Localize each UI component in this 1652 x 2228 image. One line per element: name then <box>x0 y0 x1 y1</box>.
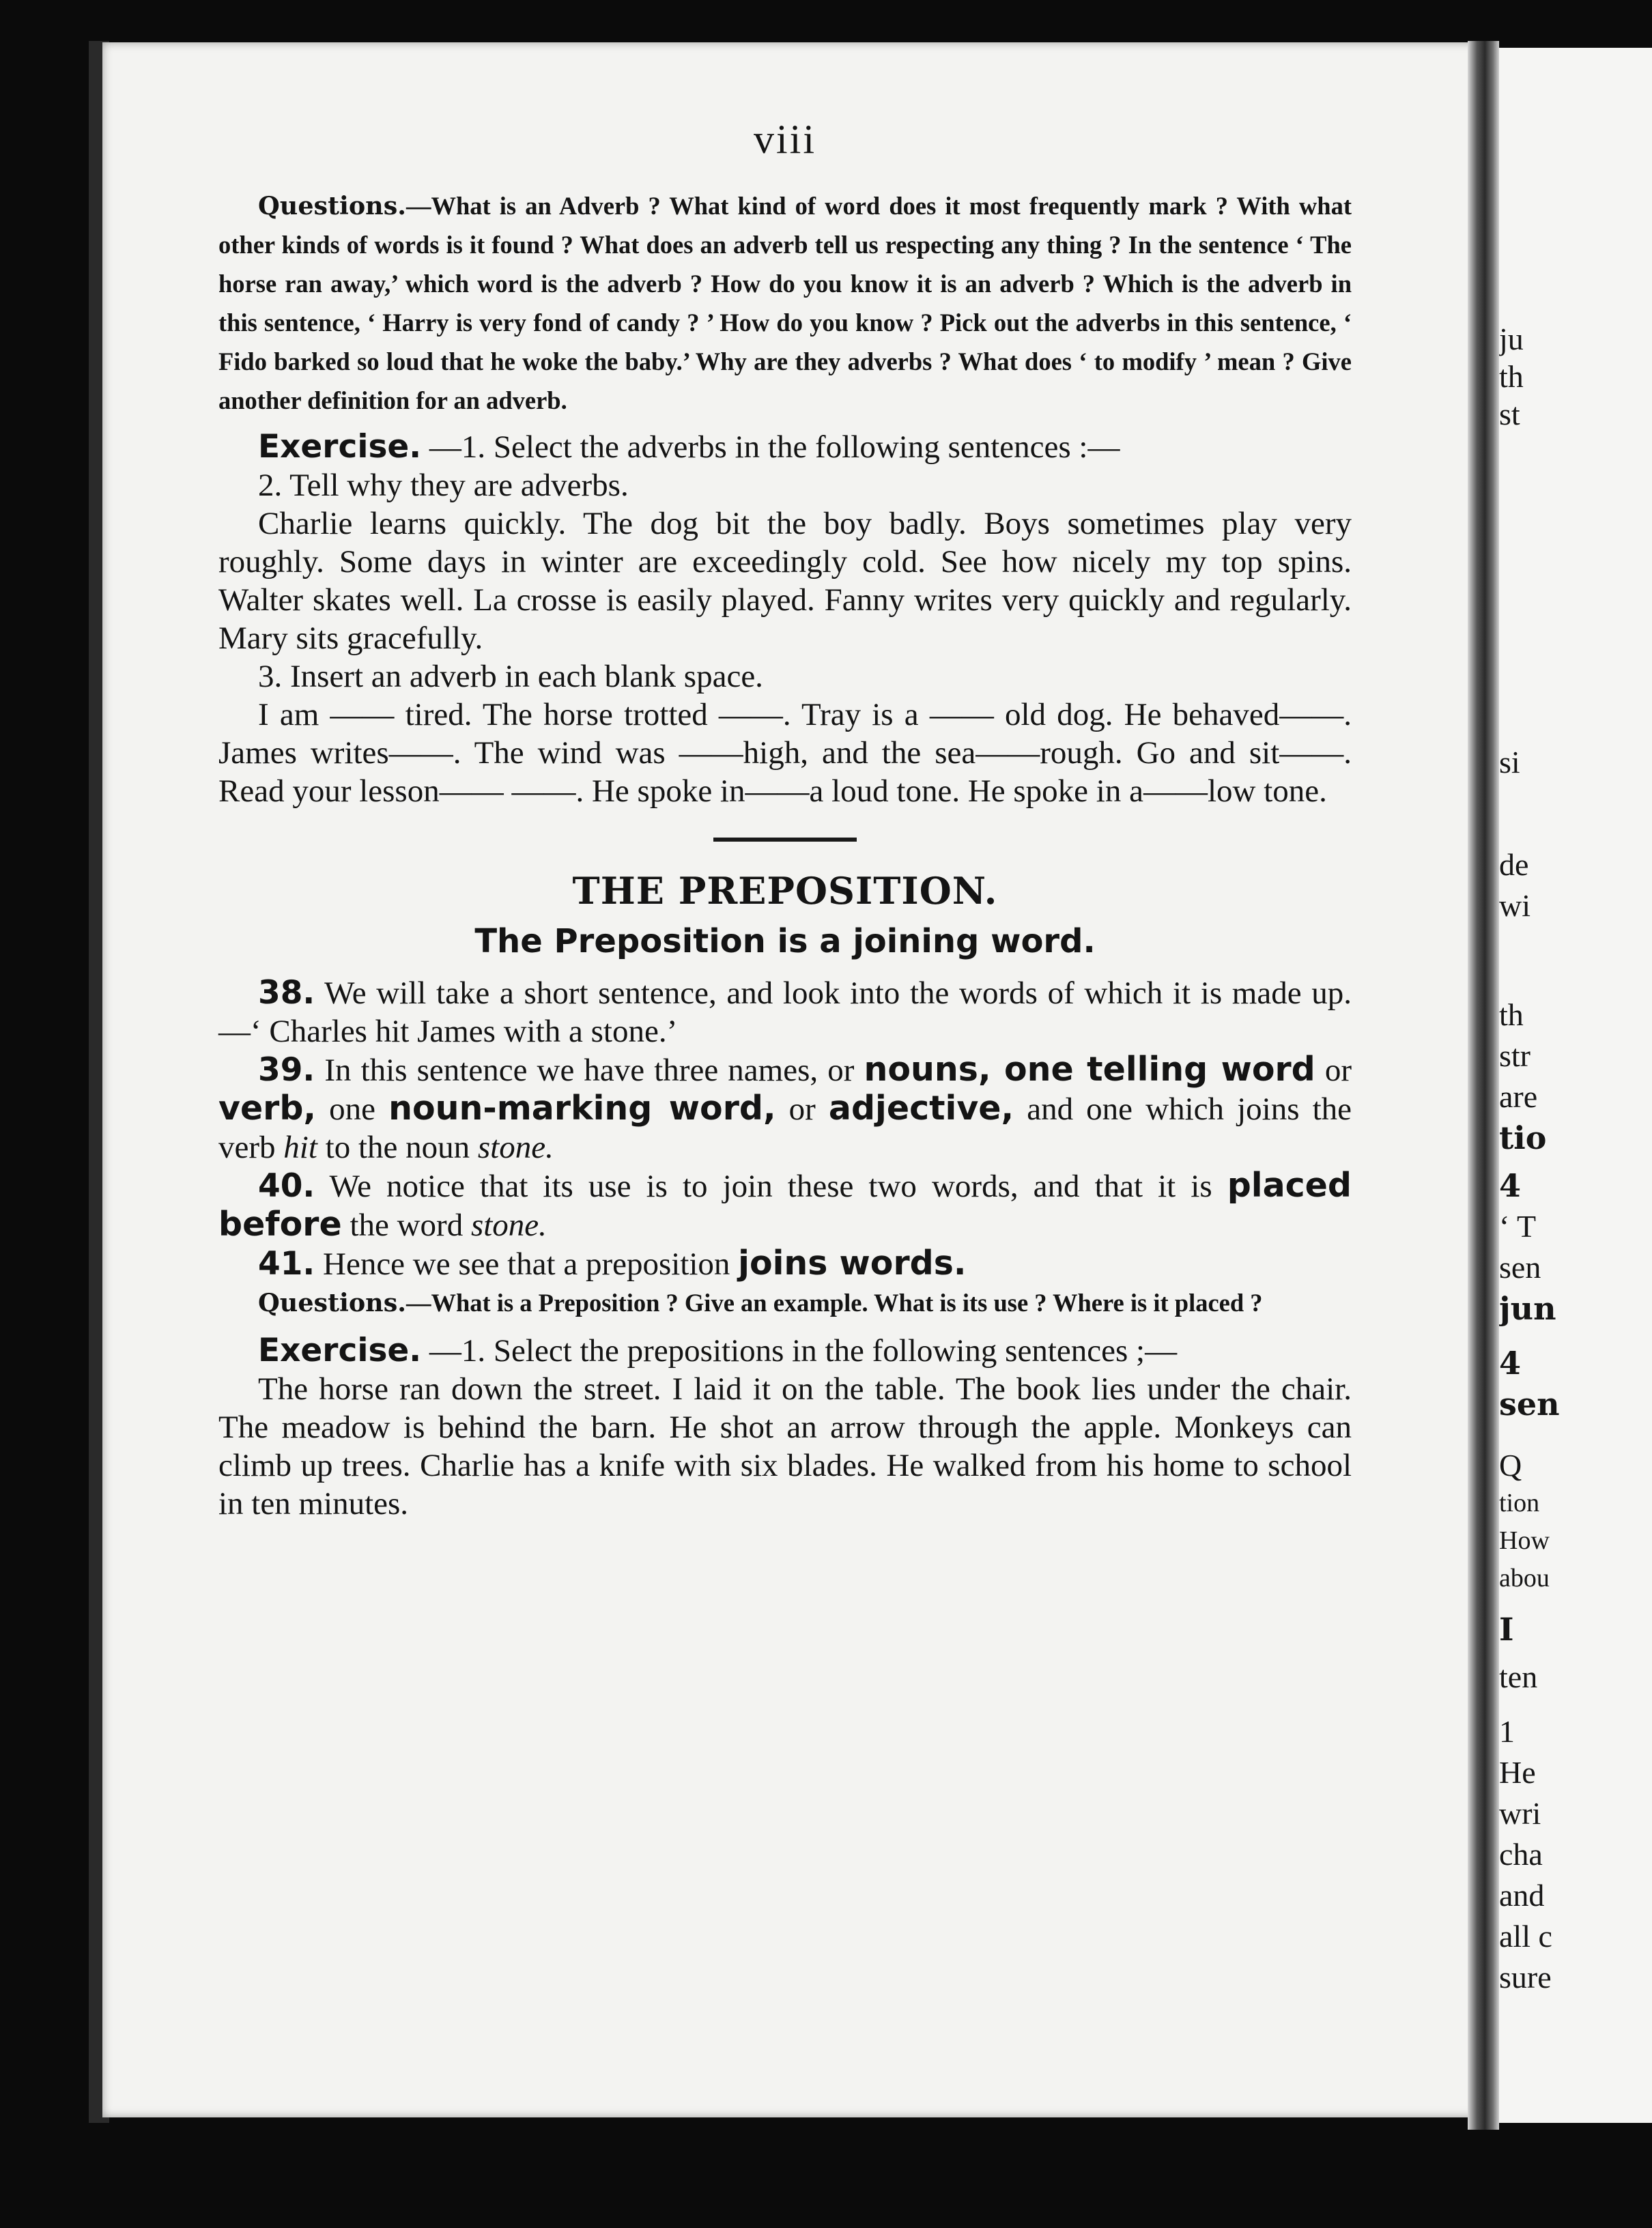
adjacent-fragment: st <box>1499 397 1520 431</box>
paragraph-text: one <box>329 1091 375 1127</box>
exercise-item-1: —1. Select the adverbs in the following sentences :— <box>429 429 1120 465</box>
adjacent-fragment: wi <box>1499 888 1530 923</box>
adjacent-fragment: th <box>1499 997 1524 1032</box>
adjacent-fragment: cha <box>1499 1837 1543 1872</box>
paragraph-text: to the noun <box>325 1130 470 1165</box>
paragraph-text: We notice that its use is to join these two words, and that it is <box>329 1169 1212 1204</box>
paragraph-text: We will take a short sentence, and look into the words of which it is made up.—‘ Charles hit James with a stone.’ <box>218 975 1352 1049</box>
adjacent-fragment: tion <box>1499 1489 1540 1517</box>
adjacent-fragment: ‘ T <box>1499 1209 1537 1244</box>
preposition-exercise-heading <box>218 1332 1352 1370</box>
adjacent-fragment: sen <box>1499 1250 1541 1285</box>
keyword: adjective, <box>828 1089 1014 1128</box>
adjacent-fragment: str <box>1499 1038 1530 1073</box>
adjacent-fragment: tio <box>1499 1119 1547 1156</box>
exercise-lead: Exercise. <box>258 1332 422 1369</box>
adjacent-page-edge <box>1499 48 1652 2123</box>
adjacent-fragment: wri <box>1499 1796 1541 1831</box>
section-title: THE PREPOSITION. <box>572 869 998 913</box>
exercise-lead: Exercise. <box>258 428 422 466</box>
keyword: placed before <box>218 1166 1352 1244</box>
paragraph-39 <box>218 1051 1352 1167</box>
adverb-exercise-heading <box>218 428 1352 466</box>
adjacent-fragment: I <box>1499 1611 1514 1648</box>
paragraph-text: or <box>788 1091 816 1127</box>
section-subtitle: The Preposition is a joining word. <box>474 922 1096 960</box>
keyword: verb, <box>218 1089 317 1128</box>
adjacent-fragment: 1 <box>1499 1714 1515 1749</box>
adjacent-fragment: ten <box>1499 1659 1538 1694</box>
questions-lead: Questions. <box>258 191 406 220</box>
adverb-exercise-item-2: 2. Tell why they are adverbs. <box>258 468 629 503</box>
italic-word: stone. <box>470 1208 547 1243</box>
paragraph-text: and one which joins the verb <box>218 1091 1352 1165</box>
paragraph-text: the word <box>350 1208 464 1243</box>
adverb-exercise-sentences: Charlie learns quickly. The dog bit the boy badly. Boys sometimes play very roughly. Some days in winter are exceedingly cold. See how nicely my top spins. Walter skates well. La crosse is easily played. Fanny writes very quickly and regularly. Mary sits gracefully. <box>218 506 1352 656</box>
paragraph-number: 41. <box>258 1245 315 1283</box>
adverb-questions <box>218 186 1352 420</box>
paragraph-text: or <box>1324 1053 1352 1088</box>
paragraph-number: 39. <box>258 1051 315 1089</box>
italic-word: hit <box>283 1130 317 1165</box>
adverb-exercise-item-3: 3. Insert an adverb in each blank space. <box>258 659 763 694</box>
paragraph-text: In this sentence we have three names, or <box>324 1053 855 1088</box>
paragraph-number: 38. <box>258 974 315 1012</box>
spacer <box>218 1322 1352 1332</box>
adjacent-fragment: jun <box>1499 1290 1556 1327</box>
questions-lead: Questions. <box>258 1288 406 1317</box>
adjacent-fragment: th <box>1499 359 1524 394</box>
adjacent-fragment: si <box>1499 745 1520 780</box>
adjacent-fragment: sen <box>1499 1386 1560 1423</box>
adverb-exercise-blanks: I am —— tired. The horse trotted ——. Tray is a —— old dog. He behaved——. James writes——. The wind was ——high, and the sea——rough. Go and sit——. Read your lesson—— ——. He spoke in——a loud tone. He spoke in a——low tone. <box>218 697 1352 809</box>
adjacent-fragment: are <box>1499 1079 1538 1114</box>
keyword: noun-marking word, <box>388 1089 776 1128</box>
book-gutter <box>1468 41 1499 2130</box>
paragraph-40 <box>218 1167 1352 1244</box>
preposition-exercise-sentences: The horse ran down the street. I laid it on the table. The book lies under the chair. The meadow is behind the barn. He shot an arrow through the apple. Monkeys can climb up trees. Charlie has a knife with six blades. He walked from his home to school in ten minutes. <box>218 1371 1352 1522</box>
keyword: joins words. <box>738 1244 967 1283</box>
keyword: nouns, one telling word <box>864 1050 1315 1089</box>
adjacent-fragment: de <box>1499 847 1529 882</box>
preposition-questions <box>218 1283 1352 1322</box>
paragraph-41 <box>218 1244 1352 1283</box>
adjacent-fragment: sure <box>1499 1960 1552 1995</box>
adjacent-fragment: abou <box>1499 1564 1550 1593</box>
adjacent-fragment: He <box>1499 1755 1536 1790</box>
adjacent-fragment: Q <box>1499 1448 1522 1483</box>
questions-text: —What is an Adverb ? What kind of word does it most frequently mark ? With what other kinds of words is it found ? What does an adverb tell us respecting any thing ? In the sentence ‘ The horse ran away,’ which word is the adverb ? How do you know it is an adverb ? Which is the adverb in this sentence, ‘ Harry is very fond of candy ? ’ How do you know ? Pick out the adverbs in this sentence, ‘ Fido barked so loud that he woke the baby.’ Why are they adverbs ? What does ‘ to modify ’ mean ? Give another definition for an adverb. <box>218 192 1352 414</box>
page-content <box>218 116 1352 1523</box>
paragraph-number: 40. <box>258 1167 315 1205</box>
adjacent-fragment: all c <box>1499 1919 1552 1954</box>
adjacent-fragment: ju <box>1499 322 1524 356</box>
section-divider <box>713 838 857 842</box>
adjacent-fragment: 4 <box>1499 1345 1522 1382</box>
paragraph-text: Hence we see that a preposition <box>323 1246 730 1282</box>
adjacent-fragment: and <box>1499 1878 1545 1913</box>
paragraph-38 <box>218 974 1352 1051</box>
italic-word: stone. <box>477 1130 554 1165</box>
questions-text: —What is a Preposition ? Give an example. What is its use ? Where is it placed ? <box>405 1289 1263 1317</box>
exercise-item-1: —1. Select the prepositions in the following sentences ;— <box>429 1333 1178 1369</box>
page-number: viii <box>753 117 816 162</box>
adjacent-fragment: 4 <box>1499 1167 1522 1204</box>
adjacent-fragment: How <box>1499 1526 1550 1555</box>
